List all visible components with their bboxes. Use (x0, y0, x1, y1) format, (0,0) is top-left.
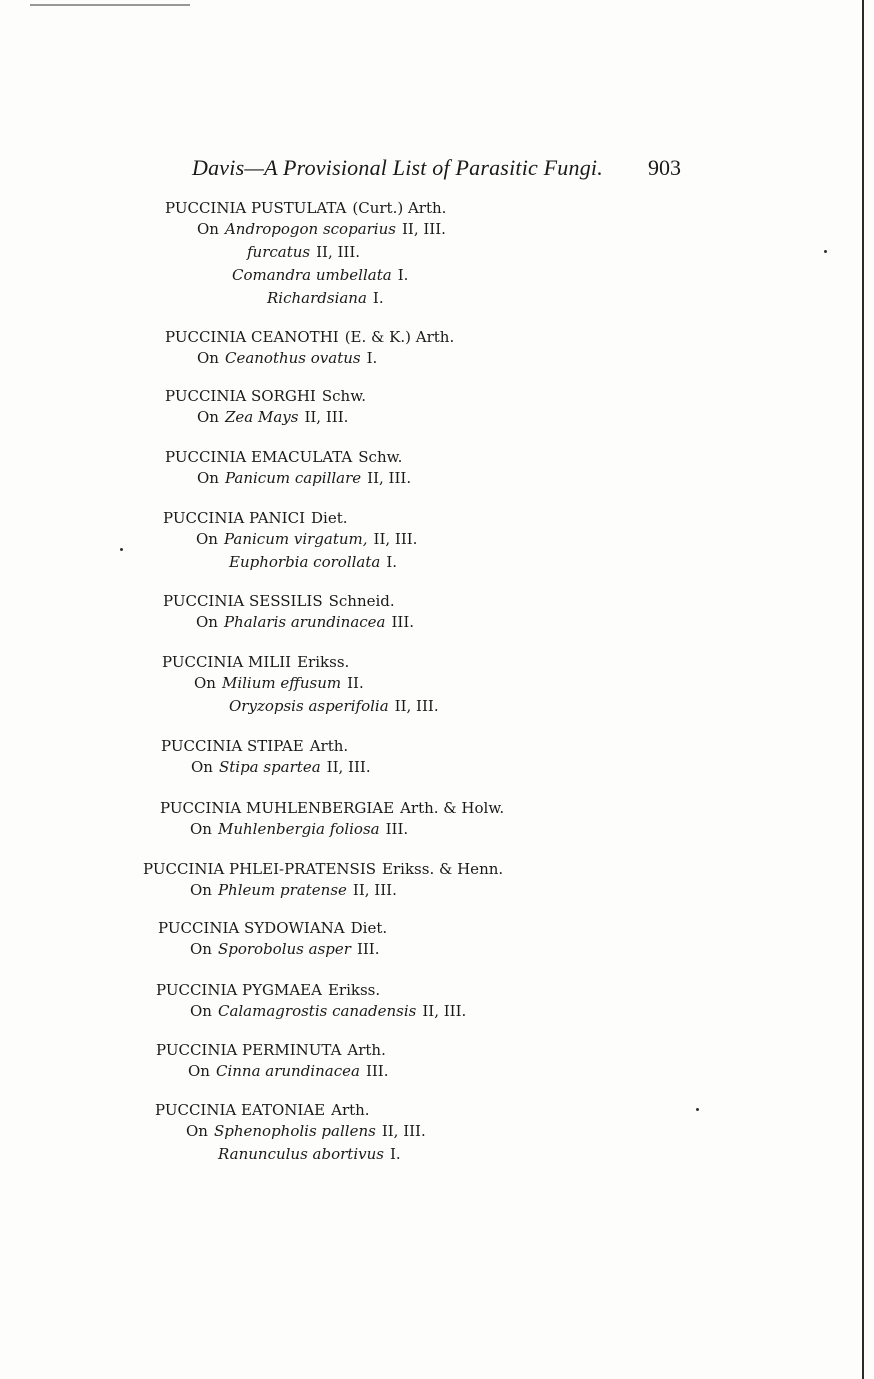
host-name: Euphorbia corollata (229, 553, 381, 571)
species-heading (156, 980, 466, 1000)
species-entry (158, 918, 387, 961)
species-authority: Diet. (311, 509, 348, 527)
spore-stages: I. (386, 553, 398, 571)
host-name: Panicum virgatum, (223, 530, 368, 548)
species-heading (160, 798, 504, 818)
spore-stages: II, III. (394, 697, 439, 715)
species-authority: Arth. (331, 1101, 370, 1119)
scan-edge-top (30, 4, 190, 6)
host-name: Sphenopholis pallens (213, 1122, 376, 1140)
host-line (165, 406, 366, 429)
species-heading (158, 918, 387, 938)
host-prefix: On (197, 469, 219, 487)
species-authority: Arth. & Holw. (400, 799, 505, 817)
species-name: PUCCINIA PHLEI-PRATENSIS (143, 860, 377, 878)
spore-stages: II, III. (401, 220, 446, 238)
species-heading (162, 652, 439, 672)
scan-speck (120, 548, 123, 551)
species-entry (165, 447, 411, 490)
spore-stages: II, III. (304, 408, 349, 426)
host-line (160, 818, 504, 841)
spore-stages: I. (366, 349, 378, 367)
species-authority: Schw. (358, 448, 403, 466)
scan-speck (824, 250, 827, 253)
host-name: Stipa spartea (218, 758, 321, 776)
host-line (156, 1000, 466, 1023)
host-line (163, 528, 417, 551)
species-heading (163, 508, 417, 528)
species-heading (165, 327, 454, 347)
host-prefix: On (196, 613, 218, 631)
host-line (158, 938, 387, 961)
spore-stages: I. (372, 289, 384, 307)
species-name: PUCCINIA STIPAE (161, 737, 304, 755)
spore-stages: III. (365, 1062, 389, 1080)
spore-stages: II, III. (367, 469, 412, 487)
scan-speck (696, 1108, 699, 1111)
species-authority: Arth. (347, 1041, 386, 1059)
species-entry (161, 736, 371, 779)
species-entry (165, 386, 366, 429)
spore-stages: II, III. (316, 243, 361, 261)
host-name: Ranunculus abortivus (218, 1145, 384, 1163)
species-name: PUCCINIA CEANOTHI (165, 328, 339, 346)
host-line (161, 756, 371, 779)
host-line (163, 551, 417, 574)
host-prefix: On (188, 1062, 210, 1080)
host-name: Milium effusum (221, 674, 342, 692)
host-line (165, 467, 411, 490)
host-name: Andropogon scoparius (224, 220, 396, 238)
host-prefix: On (194, 674, 216, 692)
host-line (165, 287, 446, 310)
host-line (165, 347, 454, 370)
host-name: Phleum pratense (217, 881, 347, 899)
spore-stages: II. (347, 674, 364, 692)
species-heading (165, 198, 446, 218)
species-entry (163, 591, 414, 634)
species-heading (156, 1040, 388, 1060)
species-authority: Erikss. (297, 653, 350, 671)
host-line (143, 879, 503, 902)
host-name: Zea Mays (224, 408, 299, 426)
species-entry (143, 859, 503, 902)
species-authority: Arth. (309, 737, 349, 755)
species-heading (165, 447, 411, 467)
host-line (156, 1060, 388, 1083)
species-name: PUCCINIA MUHLENBERGIAE (160, 799, 395, 817)
host-name: Sporobolus asper (217, 940, 351, 958)
running-header (0, 155, 874, 185)
species-heading (143, 859, 503, 879)
spore-stages: III. (385, 820, 409, 838)
host-name: Ceanothus ovatus (224, 349, 361, 367)
species-heading (155, 1100, 426, 1120)
host-prefix: On (196, 530, 218, 548)
spore-stages: II, III. (352, 881, 397, 899)
host-line (165, 264, 446, 287)
host-line (162, 672, 439, 695)
host-name: Richardsiana (267, 289, 367, 307)
spore-stages: III. (356, 940, 380, 958)
host-line (162, 695, 439, 718)
spore-stages: II, III. (326, 758, 371, 776)
page-number: 903 (648, 155, 681, 180)
host-name: Phalaris arundinacea (223, 613, 386, 631)
host-prefix: On (191, 758, 213, 776)
host-line (155, 1143, 426, 1166)
species-entry (155, 1100, 426, 1166)
host-name: Comandra umbellata (232, 266, 392, 284)
host-prefix: On (197, 220, 219, 238)
species-authority: Diet. (350, 919, 388, 937)
host-name: furcatus (247, 243, 311, 261)
host-name: Panicum capillare (224, 469, 362, 487)
host-line (165, 241, 446, 264)
spore-stages: II, III. (373, 530, 418, 548)
host-line (165, 218, 446, 241)
species-name: PUCCINIA SORGHI (165, 387, 316, 405)
species-name: PUCCINIA PUSTULATA (165, 199, 347, 217)
species-name: PUCCINIA PERMINUTA (156, 1041, 342, 1059)
species-entry (160, 798, 504, 841)
host-prefix: On (190, 1002, 212, 1020)
species-name: PUCCINIA PANICI (163, 509, 306, 527)
host-prefix: On (190, 940, 212, 958)
species-name: PUCCINIA PYGMAEA (156, 981, 322, 999)
species-entry (163, 508, 417, 574)
spore-stages: II, III. (381, 1122, 426, 1140)
spore-stages: I. (389, 1145, 401, 1163)
spore-stages: III. (391, 613, 415, 631)
species-authority: (E. & K.) Arth. (344, 328, 455, 346)
host-prefix: On (186, 1122, 208, 1140)
species-entry (165, 327, 454, 370)
species-entry (165, 198, 446, 310)
running-title: Davis—A Provisional List of Parasitic Fungi. (192, 155, 603, 180)
species-entry (156, 1040, 388, 1083)
host-name: Oryzopsis asperifolia (229, 697, 389, 715)
scan-edge-right (862, 0, 864, 1379)
species-authority: Schw. (321, 387, 367, 405)
host-prefix: On (197, 408, 219, 426)
host-name: Calamagrostis canadensis (217, 1002, 417, 1020)
species-entry (156, 980, 466, 1023)
species-heading (161, 736, 371, 756)
species-name: PUCCINIA MILII (162, 653, 292, 671)
host-prefix: On (197, 349, 219, 367)
species-name: PUCCINIA SESSILIS (163, 592, 323, 610)
species-heading (163, 591, 414, 611)
species-name: PUCCINIA EATONIAE (155, 1101, 326, 1119)
host-prefix: On (190, 881, 212, 899)
host-name: Cinna arundinacea (215, 1062, 360, 1080)
species-name: PUCCINIA SYDOWIANA (158, 919, 345, 937)
host-line (155, 1120, 426, 1143)
species-authority: Erikss. (327, 981, 381, 999)
species-authority: Erikss. & Henn. (382, 860, 504, 878)
species-authority: (Curt.) Arth. (352, 199, 447, 217)
species-heading (165, 386, 366, 406)
species-entry (162, 652, 439, 718)
host-line (163, 611, 414, 634)
species-authority: Schneid. (328, 592, 395, 610)
host-prefix: On (190, 820, 212, 838)
host-name: Muhlenbergia foliosa (217, 820, 380, 838)
species-name: PUCCINIA EMACULATA (165, 448, 353, 466)
spore-stages: I. (397, 266, 409, 284)
spore-stages: II, III. (422, 1002, 467, 1020)
